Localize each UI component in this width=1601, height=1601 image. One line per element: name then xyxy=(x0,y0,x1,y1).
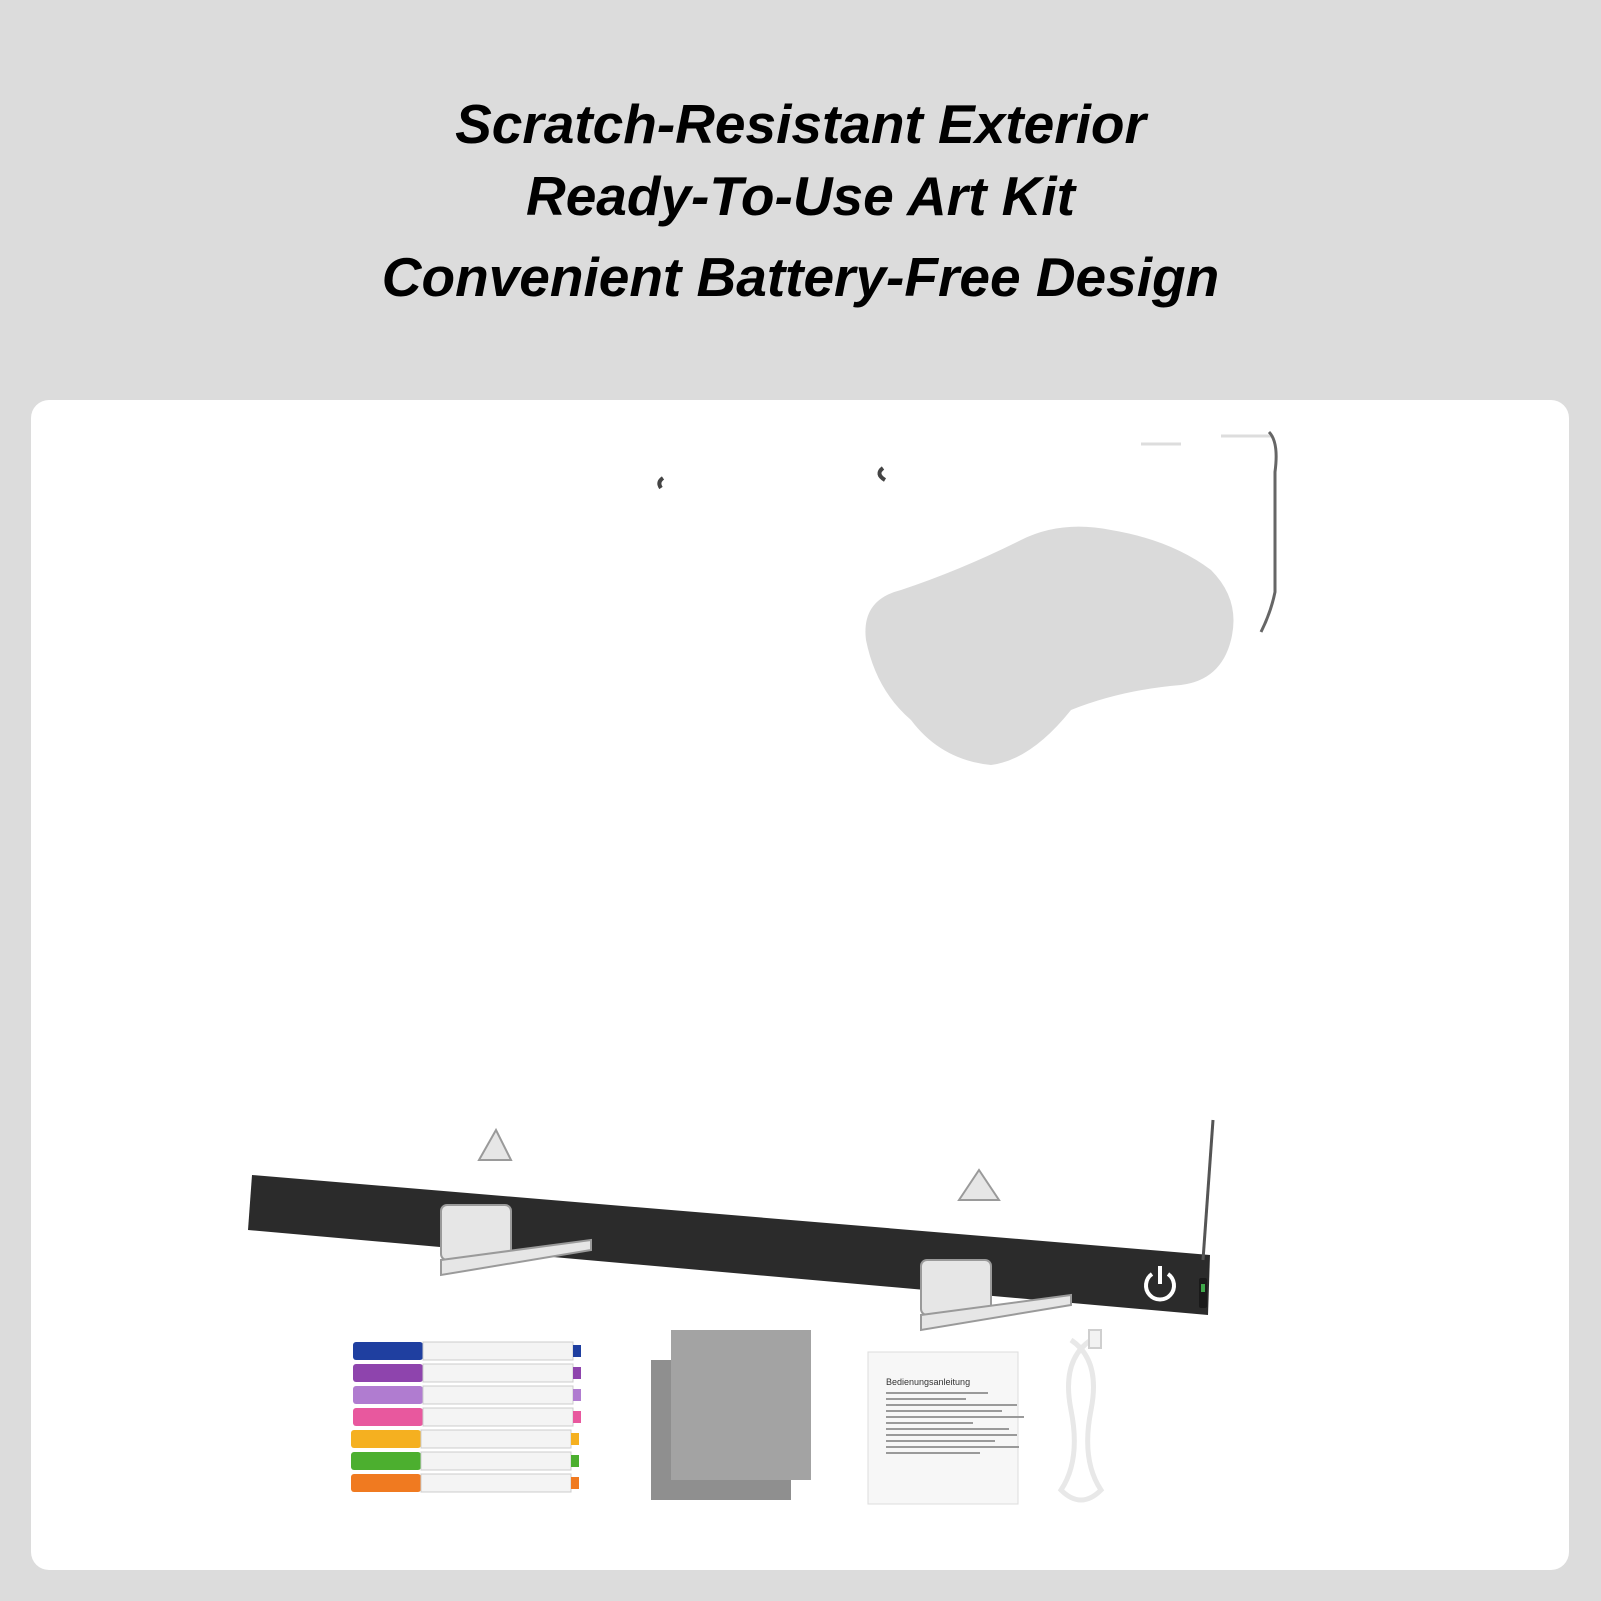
headline-line-1: Scratch-Resistant Exterior xyxy=(455,93,1146,155)
marker-pens-icon xyxy=(351,1342,581,1492)
headline-line-2: Ready-To-Use Art Kit xyxy=(525,165,1076,227)
manual-text-lines xyxy=(886,1392,1031,1458)
hand-shape xyxy=(865,527,1233,765)
board-right-edge xyxy=(1203,1120,1213,1260)
manual-title: Bedienungsanleitung xyxy=(886,1377,971,1387)
board-top-edge xyxy=(1141,436,1271,444)
board-corner-left xyxy=(659,478,663,488)
headline-line-3: Convenient Battery-Free Design xyxy=(381,246,1220,308)
board-corner-right xyxy=(879,468,885,480)
status-led xyxy=(1201,1284,1205,1292)
usb-cable-icon xyxy=(1061,1330,1101,1500)
product-image-panel xyxy=(31,400,1569,1570)
cleaning-cloth-icon xyxy=(651,1330,811,1500)
product-illustration xyxy=(31,400,1569,1570)
board-bottom-bar xyxy=(248,1175,1210,1315)
board-side-edge xyxy=(1261,432,1276,632)
usb-port xyxy=(1199,1278,1207,1308)
